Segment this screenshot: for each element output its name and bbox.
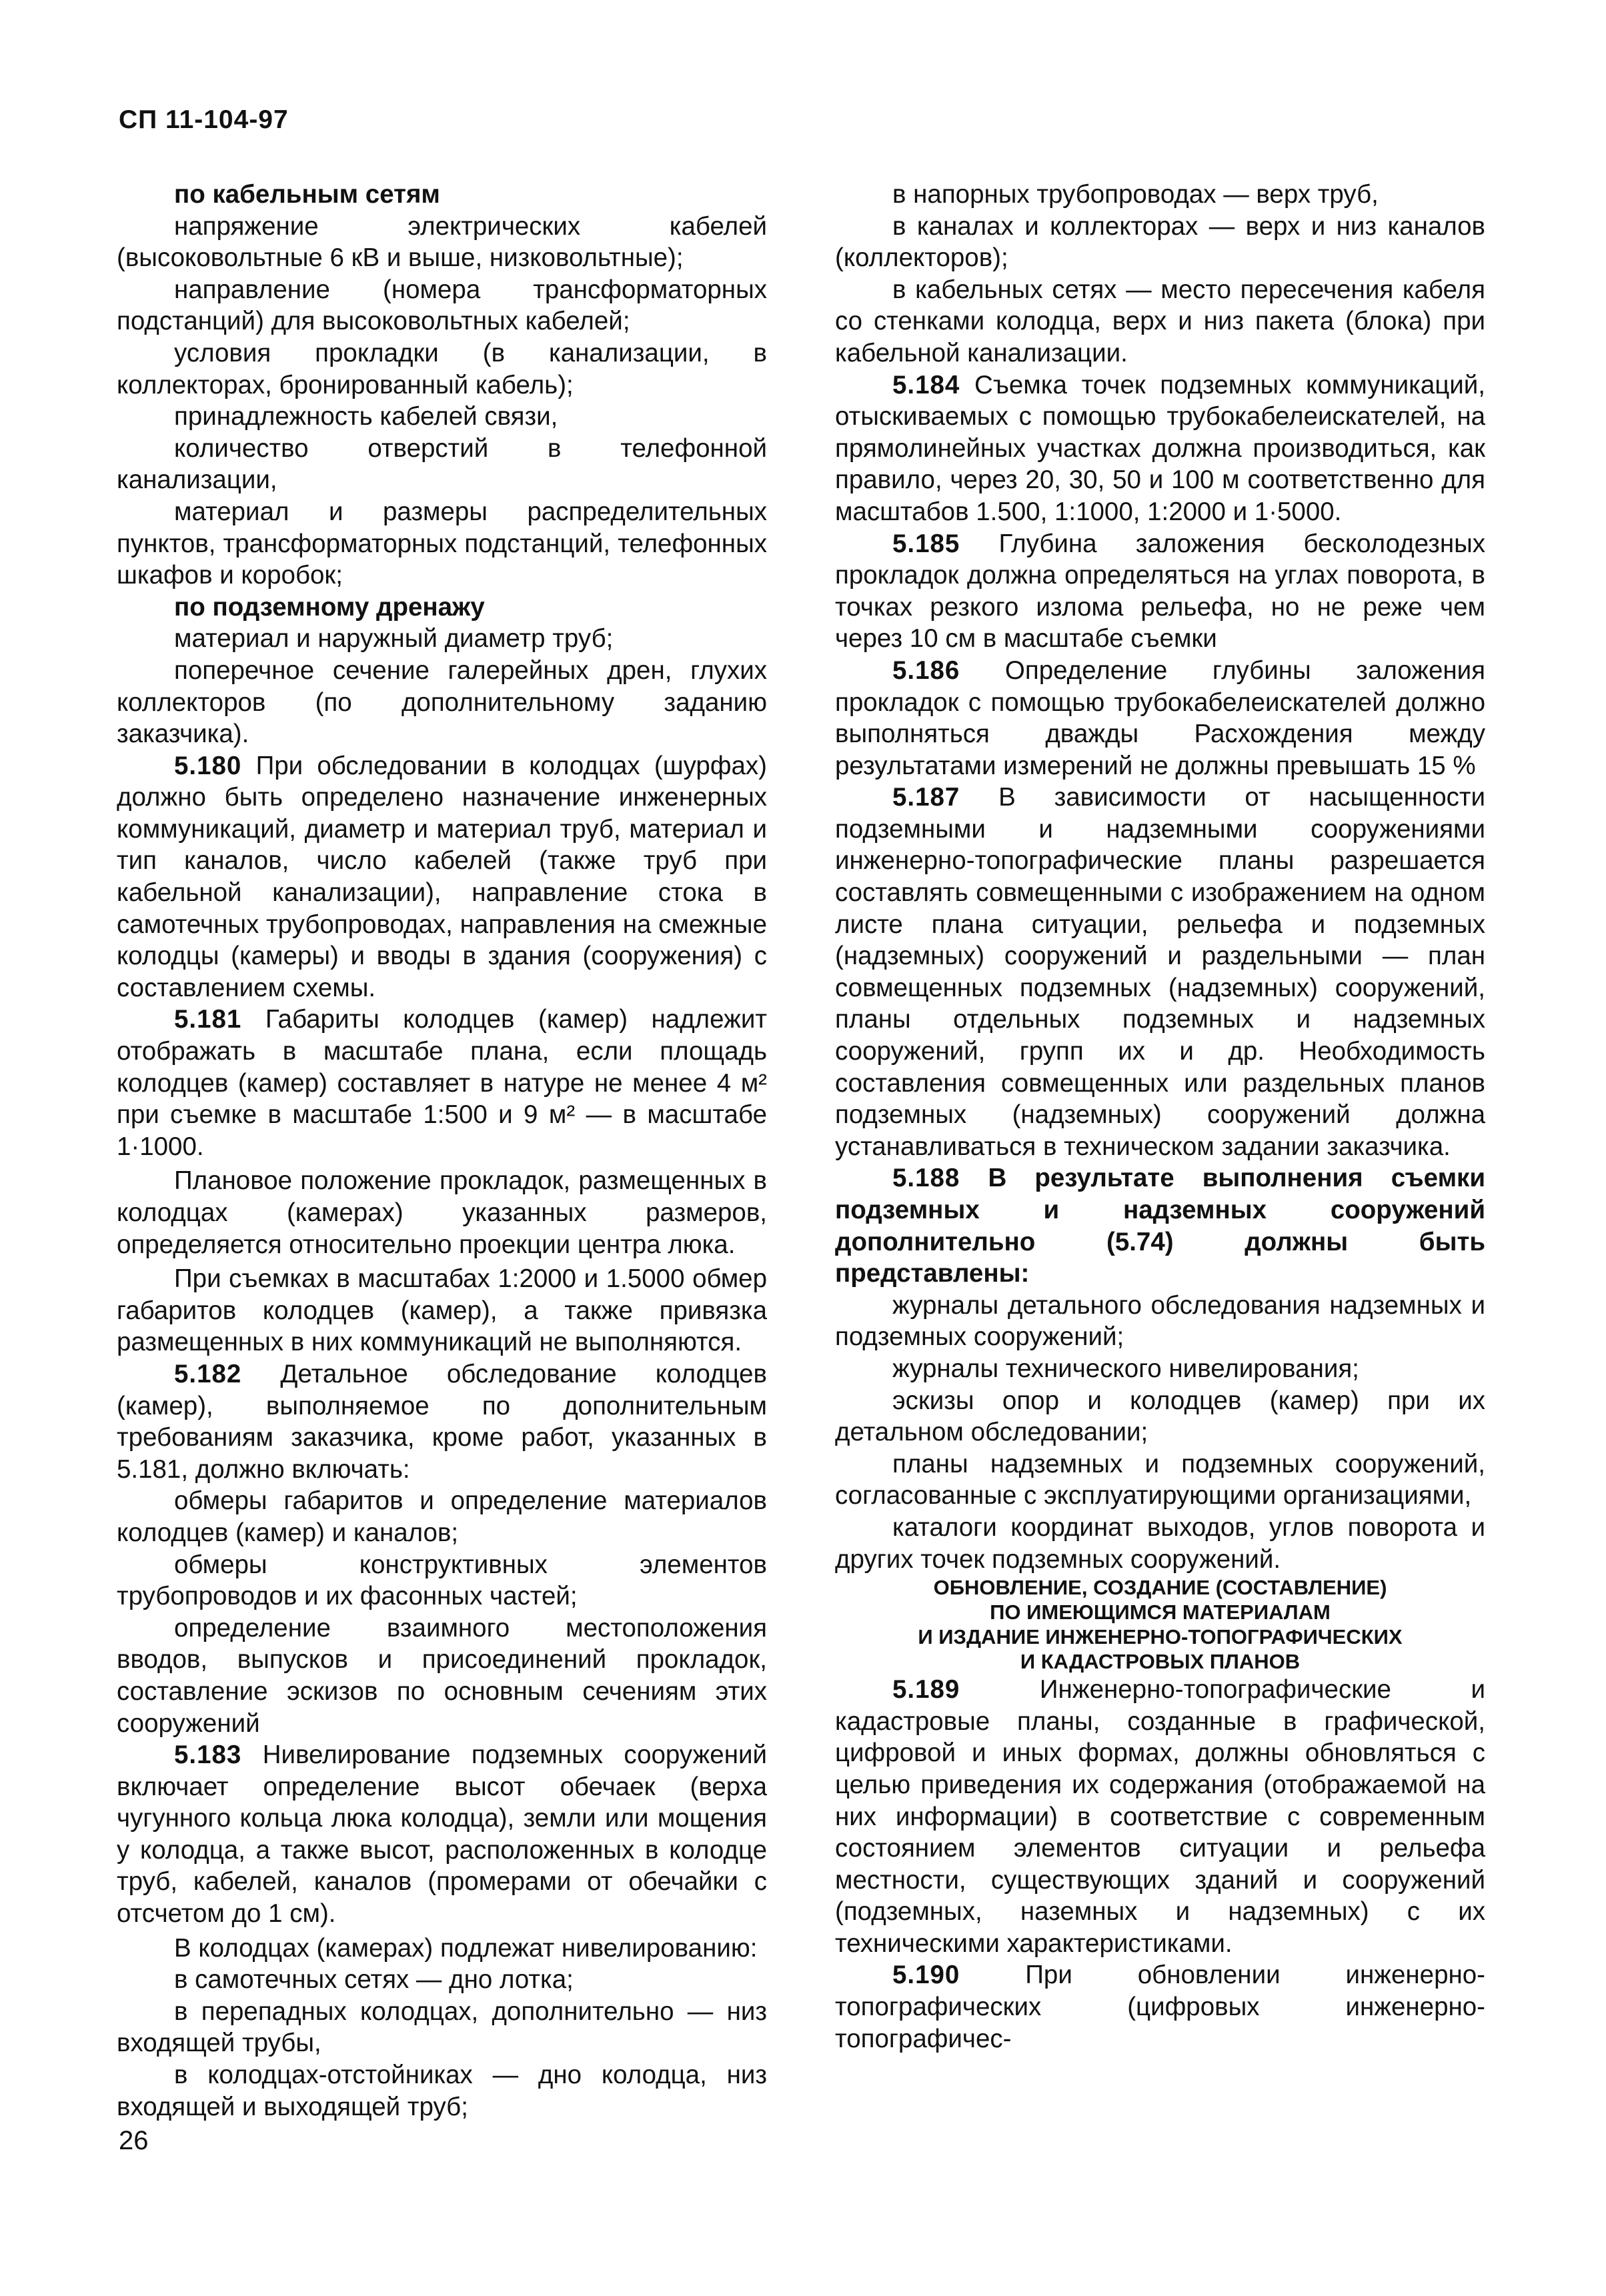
right-column bbox=[835, 179, 1485, 2055]
paragraph: в перепадных колодцах, дополнительно — низ входящей трубы, bbox=[117, 1997, 767, 2058]
paragraph: количество отверстий в телефонной канализации, bbox=[117, 433, 767, 495]
paragraph: Плановое положение прокладок, размещенных в колодцах (камерах) указанных размеров, определяется относительно проекции центра люка. bbox=[117, 1166, 767, 1259]
clause-number: 5.186 bbox=[892, 656, 960, 685]
subheading-underground-drainage: по подземному дренажу bbox=[174, 592, 485, 622]
section-heading-line: ОБНОВЛЕНИЕ, СОЗДАНИЕ (СОСТАВЛЕНИЕ) bbox=[933, 1576, 1387, 1600]
paragraph: эскизы опор и колодцев (камер) при их детальном обследовании; bbox=[835, 1386, 1485, 1447]
clause-number: 5.185 bbox=[892, 529, 960, 558]
clause-5-186 bbox=[835, 655, 1485, 782]
clause-text: При обследовании в колодцах (шурфах) должно быть определено назначение инженерных коммуникаций, диаметр и материал труб, материал и тип каналов, число кабелей (также труб при кабельной канализации), направление стока в самотечных трубопроводах, направления на смежные колодцы (камеры) и вводы в здания (сооружения) с составлением схемы. bbox=[117, 751, 767, 1002]
clause-5-181 bbox=[117, 1004, 767, 1162]
clause-5-182 bbox=[117, 1358, 767, 1485]
clause-number: 5.188 bbox=[892, 1164, 960, 1193]
clause-number: 5.181 bbox=[174, 1005, 242, 1034]
paragraph: условия прокладки (в канализации, в коллекторах, бронированный кабель); bbox=[117, 338, 767, 399]
paragraph: В колодцах (камерах) подлежат нивелированию: bbox=[174, 1933, 758, 1963]
clause-text: В результате выполнения съемки подземных и надземных сооружений дополнительно (5.74) должны быть представлены: bbox=[835, 1164, 1485, 1288]
clause-number: 5.184 bbox=[892, 370, 960, 399]
paragraph: направление (номера трансформаторных подстанций) для высоковольтных кабелей; bbox=[117, 275, 767, 336]
clause-text: Детальное обследование колодцев (камер), выполняемое по дополнительным требованиям заказчика, кроме работ, указанных в 5.181, должно включать: bbox=[117, 1359, 767, 1484]
clause-5-184 bbox=[835, 369, 1485, 528]
clause-number: 5.187 bbox=[892, 783, 960, 812]
clause-5-183 bbox=[117, 1739, 767, 1930]
clause-number: 5.180 bbox=[174, 751, 242, 780]
section-heading-line: ПО ИМЕЮЩИМСЯ МАТЕРИАЛАМ bbox=[990, 1600, 1331, 1624]
clause-text: Съемка точек подземных коммуникаций, отыскиваемых с помощью трубокабелеискателей, на прямолинейных участках должна производиться, как правило, через 20, 30, 50 и 100 м соответственно для масштабов 1.500, 1:1000, 1:2000 и 1·5000. bbox=[835, 370, 1485, 526]
clause-text: Инженерно-топографические и кадастровые планы, созданные в графической, цифровой и иных формах, должны обновляться с целью приведения их содержания (отображаемой на них информации) в соответствие с современным состоянием элементов ситуации и рельефа местности, существующих зданий и сооружений (подземных, наземных и надземных) с их техническими характеристиками. bbox=[835, 1675, 1485, 1958]
paragraph: поперечное сечение галерейных дрен, глухих коллекторов (по дополнительному заданию заказчика). bbox=[117, 656, 767, 749]
clause-number: 5.190 bbox=[892, 1961, 960, 1990]
paragraph: обмеры конструктивных элементов трубопроводов и их фасонных частей; bbox=[117, 1550, 767, 1611]
paragraph: в самотечных сетях — дно лотка; bbox=[174, 1965, 574, 1995]
paragraph: принадлежность кабелей связи, bbox=[174, 402, 558, 431]
clause-text: Габариты колодцев (камер) надлежит отображать в масштабе плана, если площадь колодцев (камер) составляет в натуре не менее 4 м² при съемке в масштабе 1:500 и 9 м² — в масштабе 1·1000. bbox=[117, 1005, 767, 1161]
paragraph: в напорных трубопроводах — верх труб, bbox=[892, 180, 1379, 209]
paragraph: в колодцах-отстойниках — дно колодца, низ входящей и выходящей труб; bbox=[117, 2061, 767, 2121]
paragraph: При съемках в масштабах 1:2000 и 1.5000 обмер габаритов колодцев (камер), а также привязка размещенных в них коммуникаций не выполняются. bbox=[117, 1264, 767, 1357]
page-number: 26 bbox=[119, 2126, 149, 2155]
paragraph: планы надземных и подземных сооружений, согласованные с эксплуатирующими организациями, bbox=[835, 1449, 1485, 1510]
clause-text: Определение глубины заложения прокладок с помощью трубокабелеискателей должно выполняться дважды Расхождения между результатами измерений не должны превышать 15 % bbox=[835, 656, 1485, 780]
paragraph: напряжение электрических кабелей (высоковольтные 6 кВ и выше, низковольтные); bbox=[117, 211, 767, 273]
paragraph: каталоги координат выходов, углов поворота и других точек подземных сооружений. bbox=[835, 1512, 1485, 1574]
document-code-header: СП 11-104-97 bbox=[119, 105, 289, 134]
paragraph: журналы технического нивелирования; bbox=[892, 1354, 1359, 1383]
section-heading-line: И ИЗДАНИЕ ИНЖЕНЕРНО-ТОПОГРАФИЧЕСКИХ bbox=[918, 1625, 1403, 1649]
clause-text: В зависимости от насыщенности подземными и надземными сооружениями инженерно-топографические планы разрешается составлять совмещенными с изображением на одном листе плана ситуации, рельефа и подземных (надземных) сооружений и раздельными — план совмещенных подземных (надземных) сооружений, планы отдельных подземных и надземных сооружений, групп их и др. Необходимость составления совмещенных или раздельных планов подземных (надземных) сооружений должна устанавливаться в техническом задании заказчика. bbox=[835, 783, 1485, 1161]
paragraph: в каналах и коллекторах — верх и низ каналов (коллекторов); bbox=[835, 211, 1485, 273]
clause-5-185 bbox=[835, 528, 1485, 655]
paragraph: в кабельных сетях — место пересечения кабеля со стенками колодца, верх и низ пакета (блока) при кабельной канализации. bbox=[835, 275, 1485, 367]
clause-number: 5.189 bbox=[892, 1675, 960, 1704]
clause-5-189 bbox=[835, 1674, 1485, 1959]
clause-5-180 bbox=[117, 750, 767, 1004]
clause-text: Глубина заложения бесколодезных прокладок должна определяться на углах поворота, в точках резкого излома рельефа, но не реже чем через 10 см в масштабе съемки bbox=[835, 529, 1485, 654]
clause-number: 5.183 bbox=[174, 1741, 242, 1770]
paragraph: журналы детального обследования надземных и подземных сооружений; bbox=[835, 1290, 1485, 1352]
paragraph: обмеры габаритов и определение материалов колодцев (камер) и каналов; bbox=[117, 1486, 767, 1547]
clause-5-188 bbox=[835, 1162, 1485, 1289]
clause-number: 5.182 bbox=[174, 1359, 242, 1388]
clause-5-187 bbox=[835, 782, 1485, 1162]
paragraph: материал и размеры распределительных пунктов, трансформаторных подстанций, телефонных шкафов и коробок; bbox=[117, 497, 767, 590]
section-heading-line: И КАДАСТРОВЫХ ПЛАНОВ bbox=[1020, 1650, 1301, 1674]
subheading-cable-networks: по кабельным сетям bbox=[174, 180, 440, 209]
clause-text: Нивелирование подземных сооружений включает определение высот обечаек (верха чугунного кольца люка колодца), земли или мощения у колодца, а также высот, расположенных в колодце труб, кабелей, каналов (промерами от обечайки с отсчетом до 1 см). bbox=[117, 1741, 767, 1929]
paragraph: определение взаимного местоположения вводов, выпусков и присоединений прокладок, составление эскизов по основным сечениям этих сооружений bbox=[117, 1613, 767, 1738]
clause-text: При обновлении инженерно-топографических (цифровых инженерно-топографичес- bbox=[835, 1961, 1485, 2053]
paragraph: материал и наружный диаметр труб; bbox=[174, 624, 614, 654]
section-heading bbox=[835, 1575, 1485, 1674]
clause-5-190 bbox=[835, 1959, 1485, 2055]
left-column bbox=[117, 179, 767, 2123]
